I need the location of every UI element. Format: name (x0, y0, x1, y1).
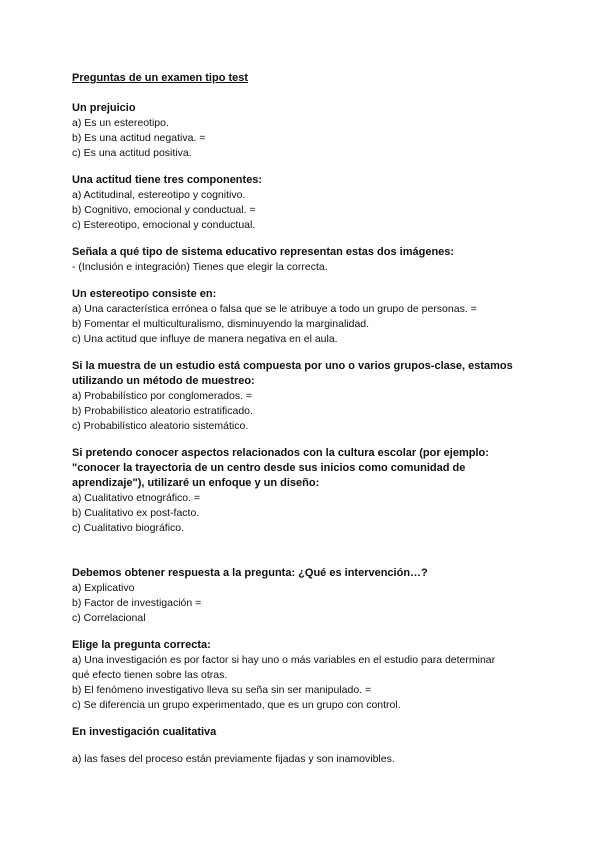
answer-option: a) Una característica errónea o falsa que se le atribuye a todo un grupo de personas. = (72, 303, 477, 315)
question-block-4 (72, 287, 542, 347)
question-text: aprendizaje"), utilizaré un enfoque y un diseño: (72, 477, 320, 489)
question-text: Un estereotipo consiste en: (72, 288, 217, 300)
question-text: utilizando un método de muestreo: (72, 375, 255, 387)
question-block-3 (72, 245, 542, 275)
question-block-7 (72, 566, 542, 626)
answer-option: c) Se diferencia un grupo experimentado, que es un grupo con control. (72, 699, 401, 711)
answer-option: a) las fases del proceso están previamente fijadas y son inamovibles. (72, 753, 395, 765)
question-text: "conocer la trayectoria de un centro desde sus inicios como comunidad de (72, 462, 466, 474)
question-block-8 (72, 638, 542, 713)
answer-option: b) Cognitivo, emocional y conductual. = (72, 204, 256, 216)
document-title: Preguntas de un examen tipo test (72, 72, 249, 84)
question-block-6 (72, 446, 542, 536)
answer-option: c) Cualitativo biográfico. (72, 522, 185, 534)
question-block-9 (72, 725, 542, 767)
answer-option: a) Una investigación es por factor si hay uno o más variables en el estudio para determinar (72, 654, 496, 666)
answer-option: qué efecto tienen sobre las otras. (72, 669, 228, 681)
document-page (72, 71, 542, 767)
answer-option: b) Fomentar el multiculturalismo, disminuyendo la marginalidad. (72, 318, 370, 330)
answer-option: b) Cualitativo ex post-facto. (72, 507, 200, 519)
question-text: Si la muestra de un estudio está compuesta por uno o varios grupos-clase, estamos (72, 360, 513, 372)
question-block-1 (72, 101, 542, 161)
question-text: En investigación cualitativa (72, 726, 217, 738)
question-block-2 (72, 173, 542, 233)
answer-option: b) Factor de investigación = (72, 597, 202, 609)
answer-option: b) Es una actitud negativa. = (72, 132, 206, 144)
question-text: Una actitud tiene tres componentes: (72, 174, 263, 186)
question-text: Elige la pregunta correcta: (72, 639, 211, 651)
answer-option: c) Es una actitud positiva. (72, 147, 192, 159)
answer-option: a) Probabilístico por conglomerados. = (72, 390, 253, 402)
answer-option: a) Es un estereotipo. (72, 117, 169, 129)
answer-option: c) Estereotipo, emocional y conductual. (72, 219, 256, 231)
question-text: Señala a qué tipo de sistema educativo representan estas dos imágenes: (72, 246, 455, 258)
answer-option: a) Cualitativo etnográfico. = (72, 492, 201, 504)
answer-option: b) El fenómeno investigativo lleva su seña sin ser manipulado. = (72, 684, 372, 696)
answer-option: c) Probabilístico aleatorio sistemático. (72, 420, 249, 432)
question-block-5 (72, 359, 542, 434)
answer-option: a) Actitudinal, estereotipo y cognitivo. (72, 189, 246, 201)
answer-option: - (Inclusión e integración) Tienes que elegir la correcta. (72, 261, 328, 273)
answer-option: c) Correlacional (72, 612, 146, 624)
answer-option: b) Probabilístico aleatorio estratificado. (72, 405, 253, 417)
answer-option: a) Explicativo (72, 582, 135, 594)
answer-option: c) Una actitud que influye de manera negativa en el aula. (72, 333, 338, 345)
question-text: Debemos obtener respuesta a la pregunta: ¿Qué es intervención…? (72, 567, 428, 579)
question-text: Un prejuicio (72, 102, 136, 114)
question-text: Si pretendo conocer aspectos relacionados con la cultura escolar (por ejemplo: (72, 447, 489, 459)
